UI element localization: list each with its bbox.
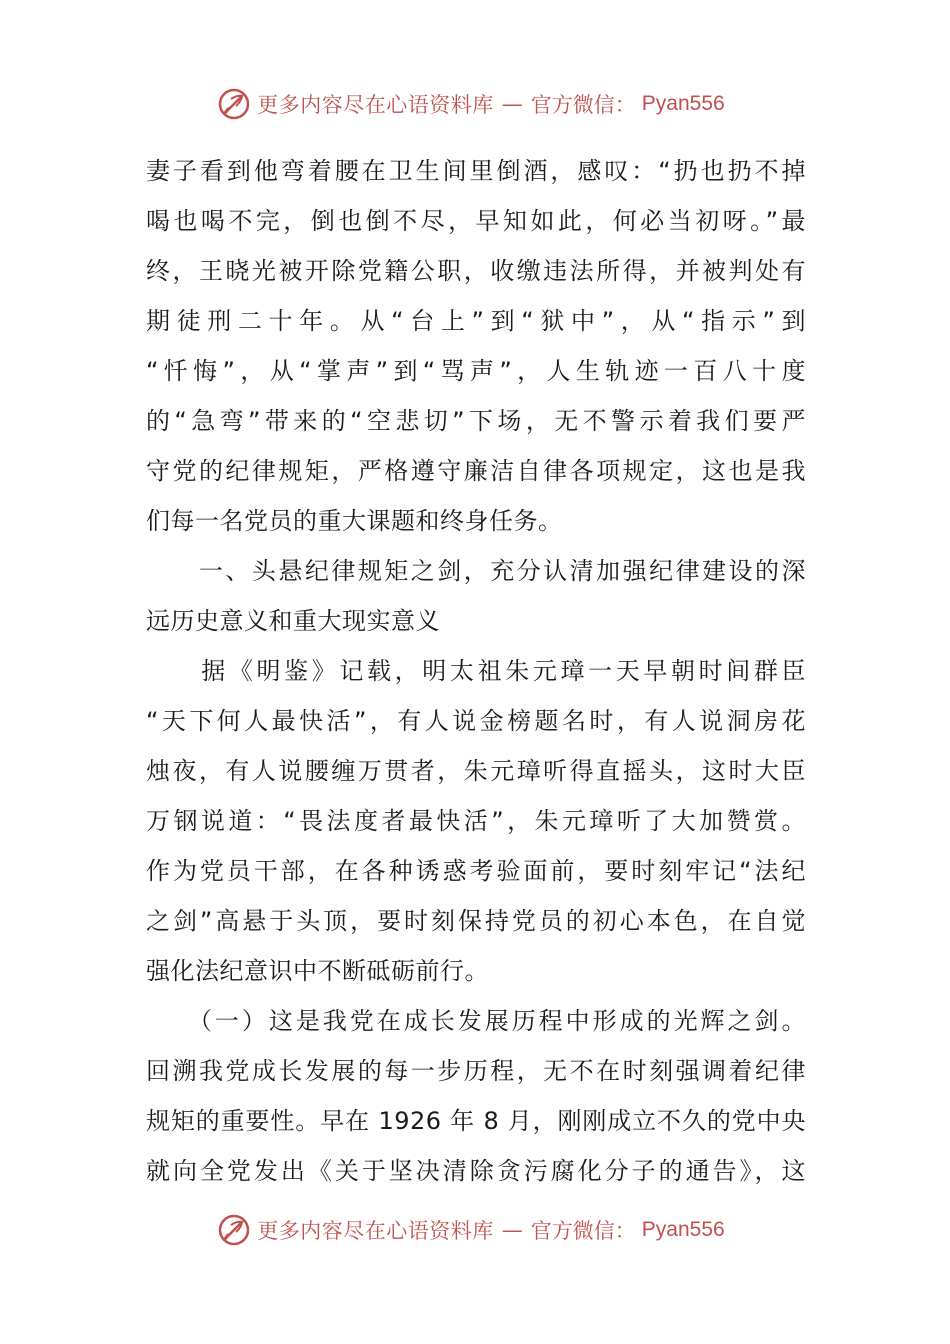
text-line-2: 喝也喝不完，倒也倒不尽，早知如此，何必当初呀。”最 (146, 207, 806, 235)
header-banner (0, 82, 950, 126)
banner-wechat-id: Pyan556 (641, 1218, 725, 1241)
text-line-4: 期徒刑二十年。从“台上”到“狱中”，从“指示”到 (146, 307, 806, 335)
document-body (146, 146, 806, 1196)
banner-text: 更多内容尽在心语资料库 (257, 1219, 494, 1243)
footer-banner-content (217, 1213, 724, 1247)
text-line-11: 据《明鉴》记载，明太祖朱元璋一天早朝时间群臣 (146, 657, 806, 685)
banner-wechat-label: 官方微信： (530, 93, 636, 117)
text-line-17: 强化法纪意识中不断砥砺前行。 (146, 957, 489, 985)
text-line-20: 规矩的重要性。早在 1926 年 8 月，刚刚成立不久的党中央 (146, 1107, 806, 1135)
footer-banner (0, 1208, 950, 1252)
text-line-15: 作为党员干部，在各种诱惑考验面前，要时刻牢记“法纪 (146, 857, 806, 885)
text-line-5: “忏悔”，从“掌声”到“骂声”，人生轨迹一百八十度 (146, 357, 806, 385)
section-heading-line-1: 一、头悬纪律规矩之剑，充分认清加强纪律建设的深 (146, 557, 806, 585)
text-line-3: 终，王晓光被开除党籍公职，收缴违法所得，并被判处有 (146, 257, 806, 285)
subsection-heading-line: （一）这是我党在成长发展历程中形成的光辉之剑。 (146, 1007, 806, 1035)
text-line-1: 妻子看到他弯着腰在卫生间里倒酒，感叹：“扔也扔不掉 (146, 157, 806, 185)
banner-separator: — (501, 1218, 523, 1242)
text-line-19: 回溯我党成长发展的每一步历程，无不在时刻强调着纪律 (146, 1057, 806, 1085)
text-line-21: 就向全党发出《关于坚决清除贪污腐化分子的通告》，这 (146, 1157, 806, 1185)
text-line-6: 的“急弯”带来的“空悲切”下场，无不警示着我们要严 (146, 407, 806, 435)
text-line-14: 万钢说道：“畏法度者最快活”，朱元璋听了大加赞赏。 (146, 807, 806, 835)
banner-wechat-label: 官方微信： (530, 1219, 636, 1243)
text-line-8: 们每一名党员的重大课题和终身任务。 (146, 507, 563, 535)
text-line-7: 守党的纪律规矩，严格遵守廉洁自律各项规定，这也是我 (146, 457, 806, 485)
quill-logo-icon (217, 1213, 251, 1247)
quill-logo-icon (217, 87, 251, 121)
text-line-12: “天下何人最快活”，有人说金榜题名时，有人说洞房花 (146, 707, 806, 735)
banner-separator: — (501, 92, 523, 116)
section-heading-line-2: 远历史意义和重大现实意义 (146, 607, 440, 635)
banner-wechat-id: Pyan556 (641, 92, 725, 115)
header-banner-content (217, 87, 724, 121)
text-line-13: 烛夜，有人说腰缠万贯者，朱元璋听得直摇头，这时大臣 (146, 757, 806, 785)
text-line-16: 之剑”高悬于头顶，要时刻保持党员的初心本色，在自觉 (146, 907, 806, 935)
banner-text: 更多内容尽在心语资料库 (257, 93, 494, 117)
